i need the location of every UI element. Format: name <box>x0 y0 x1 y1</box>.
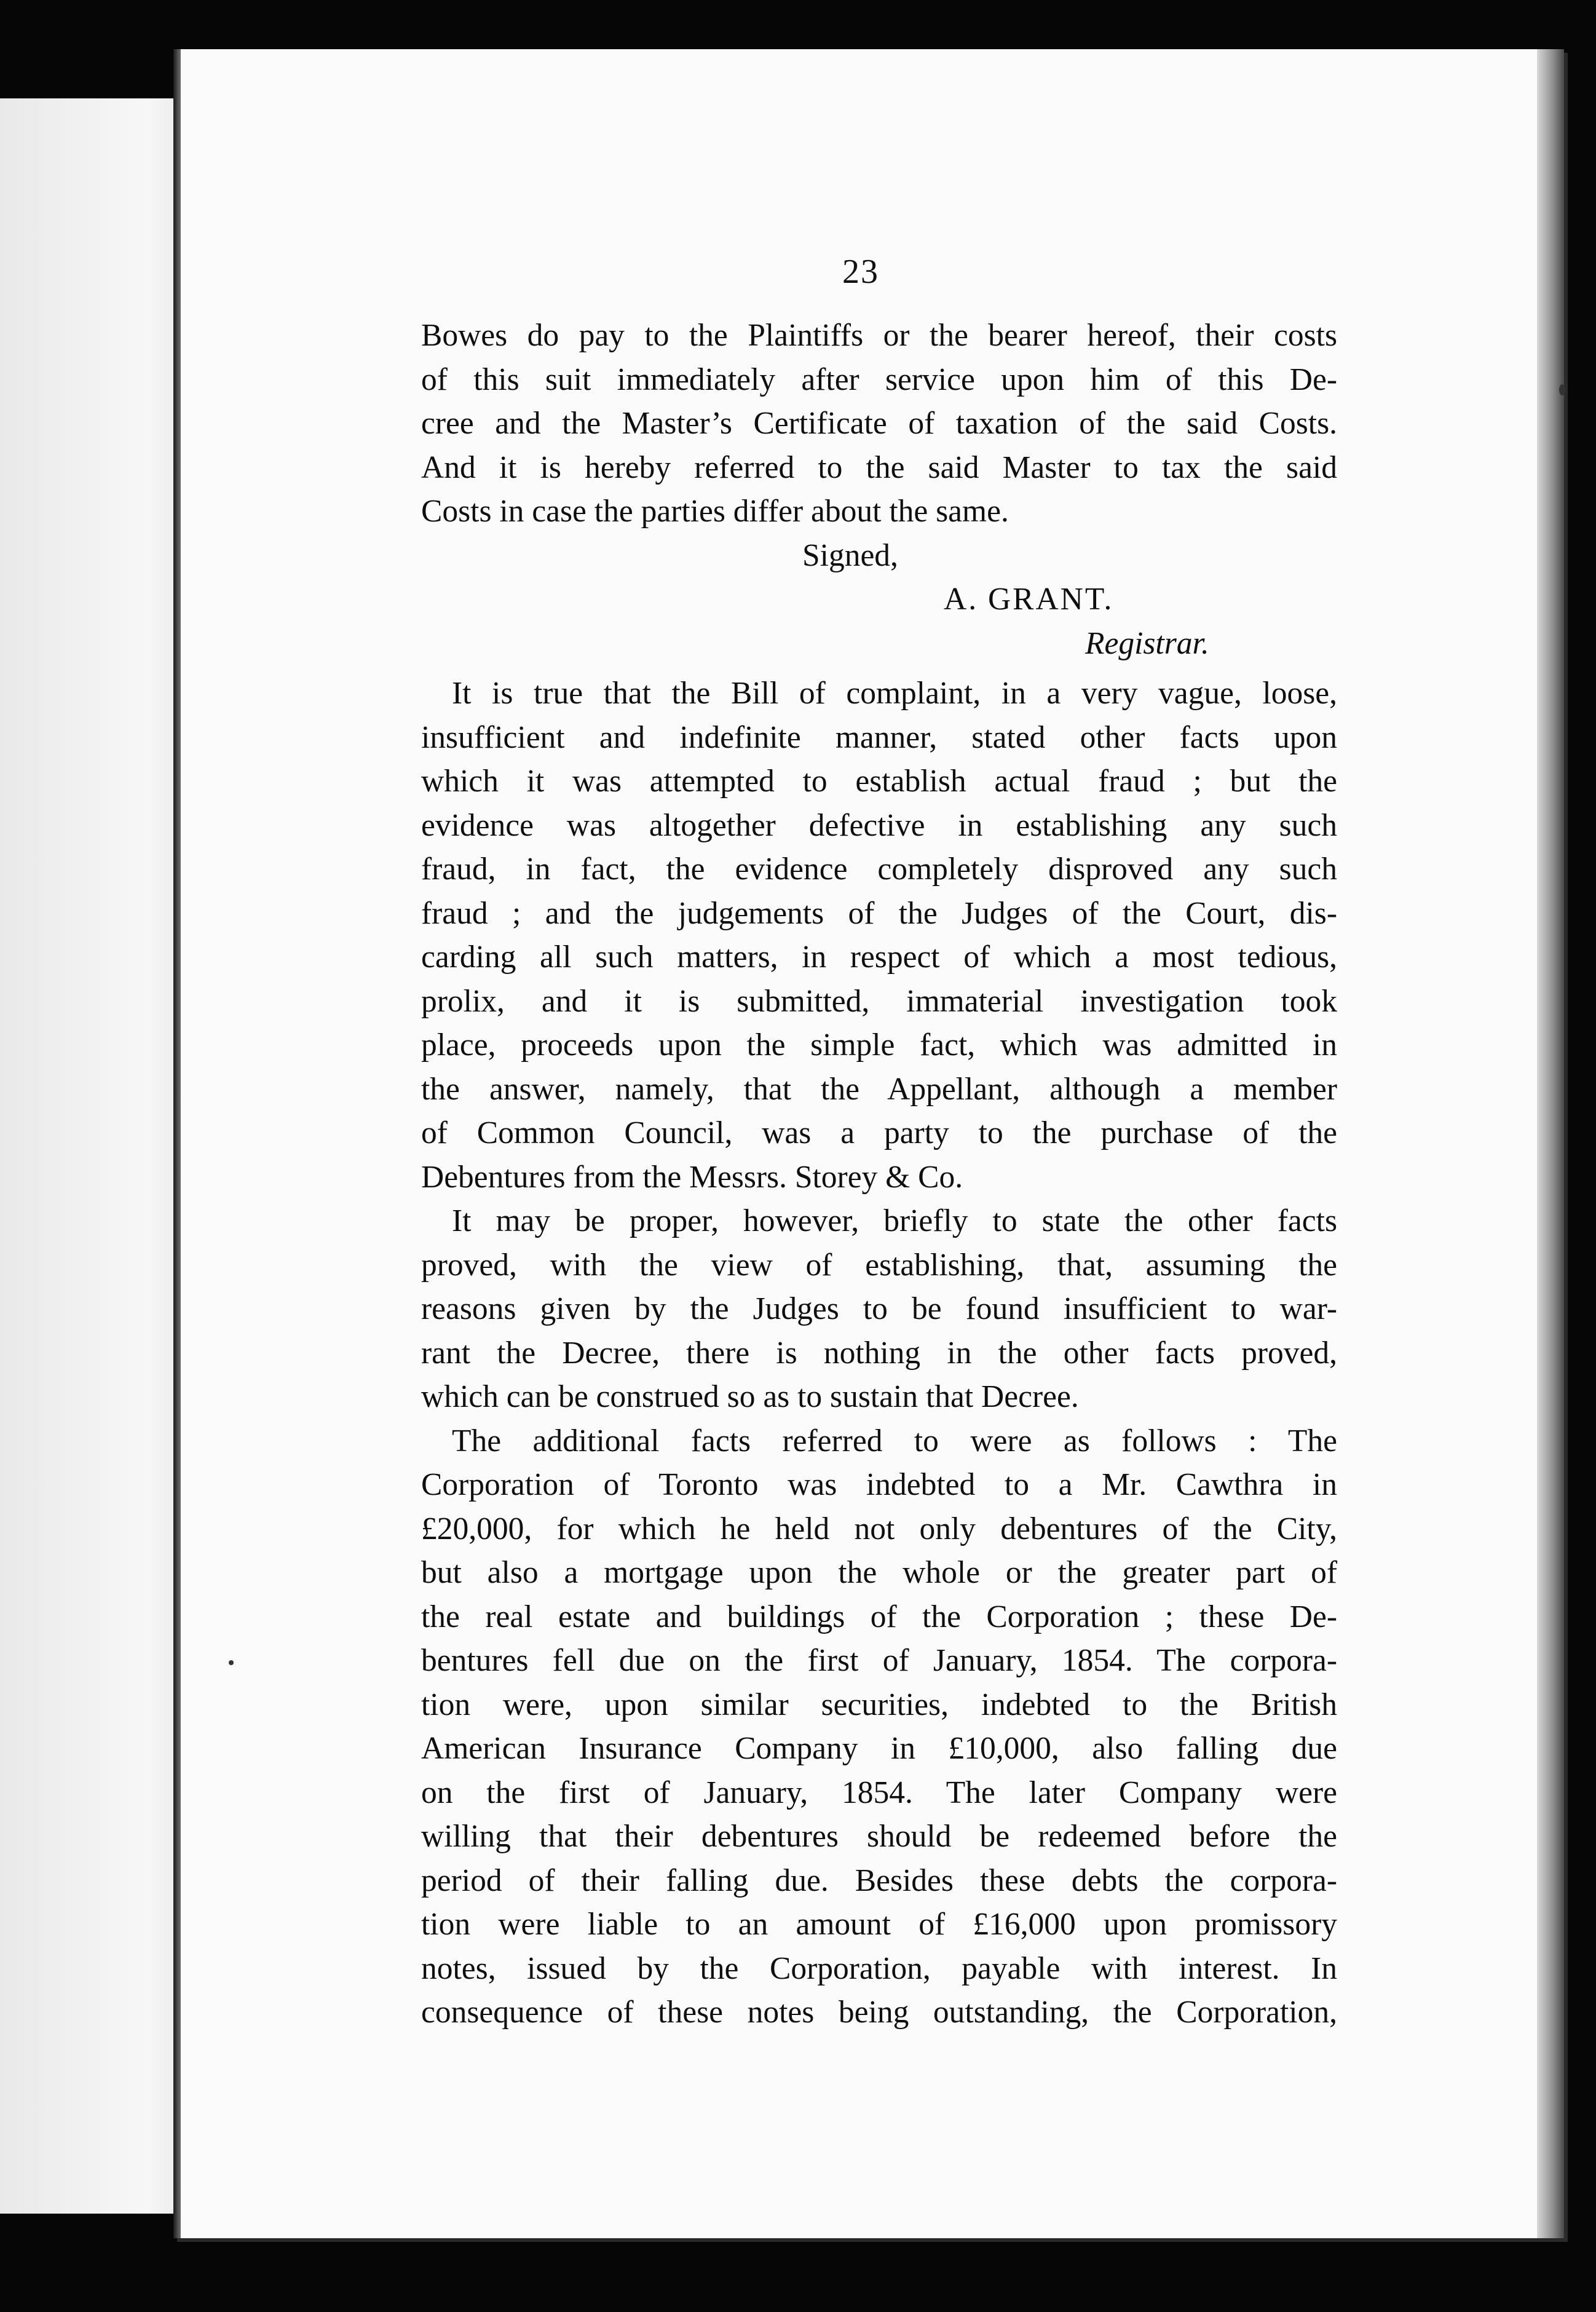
text-line: And it is hereby referred to the said Master to tax the said <box>421 449 1337 485</box>
page-number: 23 <box>842 253 879 291</box>
text-line: It may be proper, however, briefly to state the other facts <box>452 1203 1337 1238</box>
text-line: tion were, upon similar securities, indebted to the British <box>421 1687 1337 1722</box>
text-line: prolix, and it is submitted, immaterial investigation took <box>421 983 1337 1019</box>
text-line: fraud, in fact, the evidence completely disproved any such <box>421 852 1337 887</box>
text-line: tion were liable to an amount of £16,000 upon promissory <box>421 1907 1337 1942</box>
text-line: the answer, namely, that the Appellant, although a member <box>421 1071 1337 1107</box>
text-line: cree and the Master’s Certificate of taxation of the said Costs. <box>421 406 1337 441</box>
text-line: rant the Decree, there is nothing in the other facts proved, <box>421 1335 1337 1371</box>
text-line: willing that their debentures should be redeemed before the <box>421 1819 1337 1854</box>
ink-smudge <box>229 1660 234 1665</box>
text-line: place, proceeds upon the simple fact, which was admitted in <box>421 1027 1337 1063</box>
text-line: Debentures from the Messrs. Storey & Co. <box>421 1159 963 1195</box>
text-line: notes, issued by the Corporation, payable with interest. In <box>421 1950 1337 1986</box>
text-line: carding all such matters, in respect of which a most tedious, <box>421 940 1337 975</box>
signature-name: A. GRANT. <box>944 582 1114 617</box>
text-line: insufficient and indefinite manner, stated other facts upon <box>421 719 1337 755</box>
text-line: but also a mortgage upon the whole or the greater part of <box>421 1555 1337 1590</box>
text-line: of this suit immediately after service upon him of this De- <box>421 362 1337 397</box>
signature-signed: Signed, <box>802 537 898 573</box>
text-line: of Common Council, was a party to the purchase of the <box>421 1115 1337 1150</box>
text-line: on the first of January, 1854. The later Company were <box>421 1775 1337 1810</box>
text-line: Corporation of Toronto was indebted to a Mr. Cawthra in <box>421 1467 1337 1502</box>
text-line: Bowes do pay to the Plaintiffs or the bearer hereof, their costs <box>421 318 1337 353</box>
page-body <box>421 314 1337 2035</box>
text-line: period of their falling due. Besides these debts the corpora- <box>421 1863 1337 1898</box>
text-line: Costs in case the parties differ about the same. <box>421 494 1009 529</box>
text-line: proved, with the view of establishing, that, assuming the <box>421 1247 1337 1283</box>
ink-smudge <box>1559 384 1565 395</box>
text-line: evidence was altogether defective in establishing any such <box>421 807 1337 843</box>
text-line: consequence of these notes being outstanding, the Corporation, <box>421 1995 1337 2030</box>
text-line: £20,000, for which he held not only debentures of the City, <box>421 1511 1337 1546</box>
text-line: The additional facts referred to were as follows : The <box>452 1423 1337 1459</box>
text-line: It is true that the Bill of complaint, in a very vague, loose, <box>452 676 1337 711</box>
text-line: the real estate and buildings of the Corporation ; these De- <box>421 1599 1337 1634</box>
page-right-edge <box>1537 49 1564 2238</box>
text-line: reasons given by the Judges to be found insufficient to war- <box>421 1291 1337 1326</box>
text-line: bentures fell due on the first of January, 1854. The corpora- <box>421 1643 1337 1678</box>
signature-title: Registrar. <box>1085 625 1209 661</box>
text-line: American Insurance Company in £10,000, also falling due <box>421 1731 1337 1766</box>
text-line: fraud ; and the judgements of the Judges of the Court, dis- <box>421 895 1337 931</box>
text-line: which it was attempted to establish actual fraud ; but the <box>421 764 1337 799</box>
text-line: which can be construed so as to sustain that Decree. <box>421 1379 1079 1414</box>
page-left-edge <box>173 49 181 2238</box>
